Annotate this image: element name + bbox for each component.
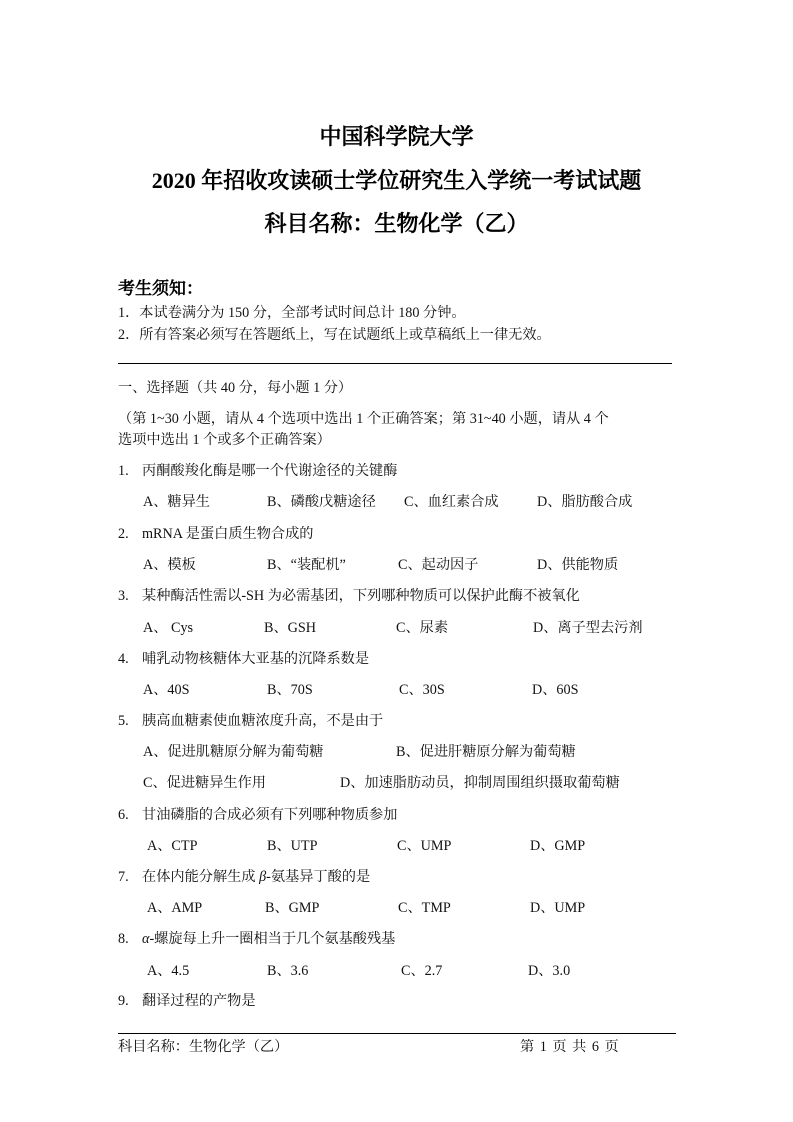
option-a: A、40S [143, 682, 190, 698]
question-text: 翻译过程的产物是 [142, 993, 256, 1009]
option-d: D、60S [532, 682, 579, 698]
option-a: A、促进肌糖原分解为葡萄糖 [143, 744, 324, 760]
option-d: D、GMP [530, 838, 586, 854]
question-text: 某种酶活性需以-SH 为必需基团，下列哪种物质可以保护此酶不被氧化 [142, 588, 580, 604]
option-a: A、糖异生 [143, 494, 210, 510]
option-a: A、CTP [147, 838, 198, 854]
question-text: 胰高血糖素使血糖浓度升高，不是由于 [142, 713, 384, 729]
option-d: D、UMP [530, 900, 586, 916]
option-c: C、起动因子 [398, 557, 479, 573]
question-number: 5. [118, 713, 129, 729]
option-a: A、模板 [143, 557, 196, 573]
question-number: 3. [118, 588, 129, 604]
notice-item-2: 2．所有答案必须写在答题纸上，写在试题纸上或草稿纸上一律无效。 [118, 327, 551, 343]
option-d: D、加速脂肪动员，抑制周围组织摄取葡萄糖 [340, 775, 620, 791]
option-a: A、AMP [147, 900, 203, 916]
option-b: B、GMP [265, 900, 320, 916]
exam-title: 2020 年招收攻读硕士学位研究生入学统一考试试题 [151, 168, 642, 193]
option-c: C、UMP [397, 838, 452, 854]
question-text: 哺乳动物核糖体大亚基的沉降系数是 [142, 651, 370, 667]
option-d: D、离子型去污剂 [533, 620, 643, 636]
footer-page-info: 第 1 页 共 6 页 [520, 1039, 619, 1055]
beta-symbol: β [259, 869, 267, 885]
option-a: A、 Cys [143, 620, 194, 636]
section-instruction-line1: （第 1~30 小题，请从 4 个选项中选出 1 个正确答案；第 31~40 小题，请从 4 个 [118, 411, 609, 427]
option-c: C、促进糖异生作用 [143, 775, 266, 791]
question-text: 丙酮酸羧化酶是哪一个代谢途径的关键酶 [142, 463, 398, 479]
question-number: 9. [118, 993, 129, 1009]
option-d: D、3.0 [528, 963, 571, 979]
footer-subject: 科目名称：生物化学（乙） [118, 1039, 289, 1055]
question-text: 在体内能分解生成 β-氨基异丁酸的是 [142, 869, 371, 885]
question-number: 8. [118, 931, 129, 947]
question-number: 7. [118, 869, 129, 885]
option-b: B、3.6 [267, 963, 309, 979]
option-b: B、UTP [267, 838, 318, 854]
option-a: A、4.5 [147, 963, 190, 979]
question-number: 6. [118, 807, 129, 823]
question-number: 2. [118, 526, 129, 542]
question-text: mRNA 是蛋白质生物合成的 [142, 526, 314, 542]
footer-divider [118, 1033, 676, 1034]
option-b: B、磷酸戊糖途径 [267, 494, 376, 510]
option-c: C、血红素合成 [404, 494, 499, 510]
university-title: 中国科学院大学 [319, 125, 474, 150]
notice-heading: 考生须知： [118, 279, 203, 299]
option-b: B、GSH [264, 620, 317, 636]
question-text: 甘油磷脂的合成必须有下列哪种物质参加 [142, 807, 398, 823]
option-b: B、促进肝糖原分解为葡萄糖 [396, 744, 576, 760]
option-b: B、70S [267, 682, 313, 698]
option-c: C、尿素 [396, 620, 449, 636]
option-b: B、“装配机” [267, 557, 346, 573]
section-heading: 一、选择题（共 40 分，每小题 1 分） [118, 380, 353, 396]
notice-item-1: 1．本试卷满分为 150 分，全部考试时间总计 180 分钟。 [118, 305, 466, 321]
header-divider [118, 363, 672, 364]
question-text: α-螺旋每上升一圈相当于几个氨基酸残基 [142, 931, 396, 947]
question-number: 4. [118, 651, 129, 667]
option-c: C、30S [399, 682, 445, 698]
question-number: 1. [118, 463, 129, 479]
alpha-symbol: α [142, 931, 150, 947]
option-d: D、供能物质 [537, 557, 619, 573]
subject-title: 科目名称：生物化学（乙） [264, 212, 529, 237]
option-d: D、脂肪酸合成 [537, 494, 633, 510]
option-c: C、2.7 [401, 963, 443, 979]
option-c: C、TMP [398, 900, 451, 916]
section-instruction-line2: 选项中选出 1 个或多个正确答案） [118, 432, 331, 448]
